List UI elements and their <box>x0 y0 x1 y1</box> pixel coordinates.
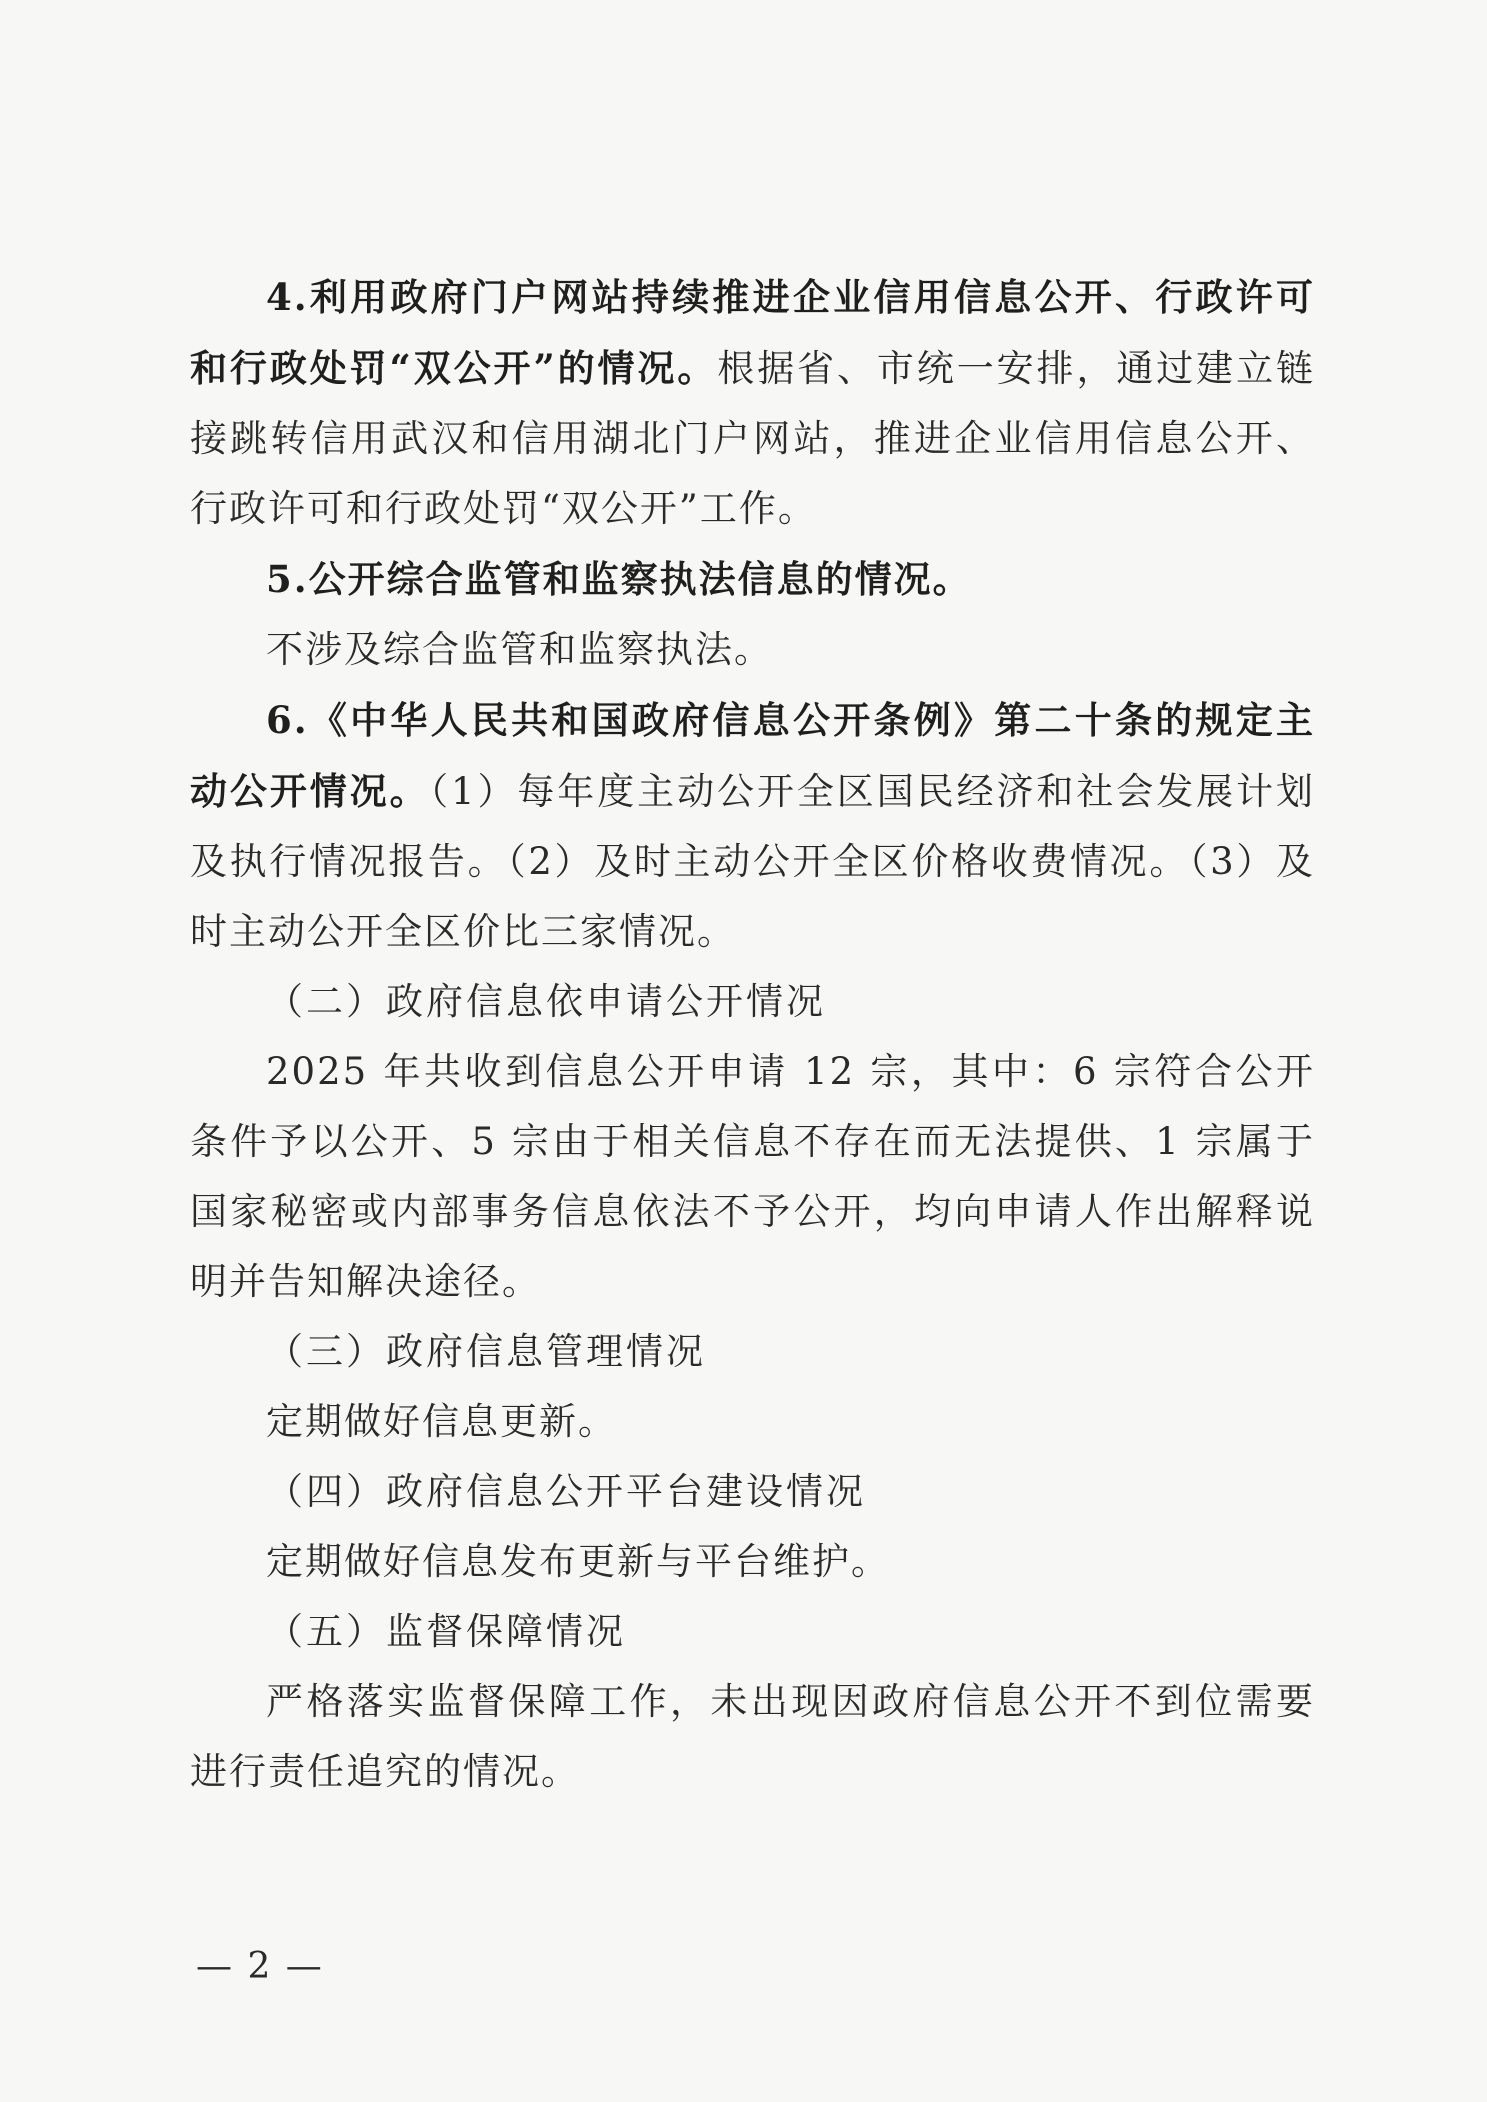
item5-heading-paragraph <box>190 544 1315 615</box>
item6-heading: 6.《中华人民共和国政府信息公开条例》第二十条的规定主动公开情况。 <box>190 698 1315 813</box>
section3-text: 定期做好信息更新。 <box>266 1400 617 1443</box>
section5-text: 严格落实监督保障工作，未出现因政府信息公开不到位需要进行责任追究的情况。 <box>190 1680 1315 1793</box>
item4-paragraph <box>190 262 1315 544</box>
section5-heading: （五）监督保障情况 <box>266 1610 626 1653</box>
page-number: — 2 — <box>196 1946 324 1987</box>
section4-heading: （四）政府信息公开平台建设情况 <box>266 1470 866 1513</box>
section3-heading: （三）政府信息管理情况 <box>266 1330 706 1373</box>
item4-heading: 4.利用政府门户网站持续推进企业信用信息公开、行政许可和行政处罚“双公开”的情况。 <box>190 275 1315 390</box>
item6-paragraph <box>190 685 1315 967</box>
section4-text: 定期做好信息发布更新与平台维护。 <box>266 1540 890 1583</box>
item5-text: 不涉及综合监管和监察执法。 <box>266 628 773 671</box>
item4-text: 根据省、市统一安排，通过建立链接跳转信用武汉和信用湖北门户网站，推进企业信用信息公开、行政许可和行政处罚“双公开”工作。 <box>190 347 1315 530</box>
item6-text: （1）每年度主动公开全区国民经济和社会发展计划及执行情况报告。（2）及时主动公开全区价格收费情况。（3）及时主动公开全区价比三家情况。 <box>190 770 1315 953</box>
section2-text: 2025 年共收到信息公开申请 12 宗，其中：6 宗符合公开条件予以公开、5 宗由于相关信息不存在而无法提供、1 宗属于国家秘密或内部事务信息依法不予公开，均向申请人作出解释说明并告知解决途径。 <box>190 1050 1315 1303</box>
document-body <box>190 262 1315 1807</box>
section2-heading: （二）政府信息依申请公开情况 <box>266 980 826 1023</box>
item5-heading: 5.公开综合监管和监察执法信息的情况。 <box>266 557 972 601</box>
